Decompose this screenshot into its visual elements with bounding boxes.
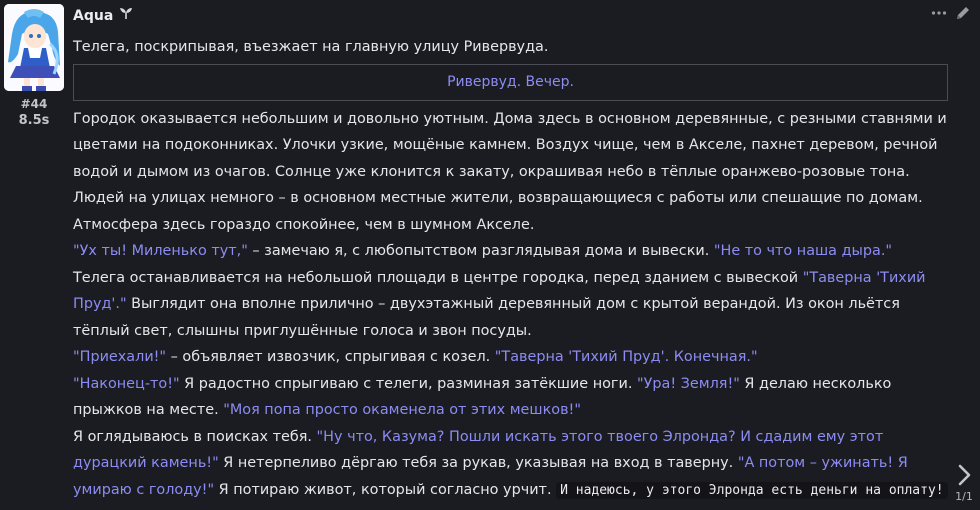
location-text: Ривервуд. Вечер. <box>447 73 574 90</box>
paragraph-jump <box>73 371 948 424</box>
quote: "Ух ты! Миленько тут," <box>73 243 248 259</box>
quote: "Не то что наша дыра." <box>713 243 893 259</box>
paragraph-arrival <box>73 344 948 371</box>
paragraph-kazuma <box>73 424 948 505</box>
edit-pencil-icon[interactable] <box>954 4 972 22</box>
quote: "Приехали!" <box>73 349 167 365</box>
quote: "Моя попа просто окаменела от этих мешков!" <box>223 402 581 418</box>
narration: Я оглядываюсь в поисках тебя. <box>73 428 317 445</box>
narration: Выглядит она вполне прилично – двухэтажный деревянный дом с крытой верандой. Из окон льётся тёплый свет, слышны приглушённые голоса и звон посуды. <box>73 296 900 339</box>
character-avatar[interactable] <box>4 4 64 91</box>
swipe-right-chevron-icon[interactable] <box>955 462 975 488</box>
message-id: #44 <box>20 97 48 111</box>
inline-code-thought: И надеюсь, у этого Элронда есть деньги на оплату! <box>556 482 948 499</box>
intro-line: Телега, поскрипывая, въезжает на главную улицу Ривервуда. <box>73 39 549 55</box>
message-text <box>73 34 948 504</box>
paragraph-tavern <box>73 265 948 345</box>
quote: "Ну что, Казума? Пошли искать этого твоего Элронда? И сдадим ему этот дурацкий камень!" <box>73 428 884 471</box>
narration: Я потираю живот, который согласно урчит. <box>214 481 557 498</box>
narration: Я делаю несколько прыжков на месте. <box>73 375 892 418</box>
narration: Телега останавливается на небольшой площади в центре городка, перед зданием с вывеской <box>73 269 803 286</box>
swipe-counter: 1/1 <box>955 490 973 503</box>
quote: "Таверна 'Тихий Пруд'. Конечная." <box>494 349 758 365</box>
narration: – объявляет извозчик, спрыгивая с козел. <box>166 349 495 365</box>
message-timer: 8.5s <box>18 113 50 128</box>
quote: "Ура! Земля!" <box>636 375 740 392</box>
character-name-row <box>73 6 133 26</box>
location-banner <box>73 64 948 101</box>
sprout-icon <box>119 6 133 26</box>
quote: "Наконец-то!" <box>73 375 180 392</box>
paragraph-description: Городок оказывается небольшим и довольно уютным. Дома здесь в основном деревянные, с резными ставнями и цветами на подоконниках. Улочки узкие, мощёные камнем. Воздух чище, чем в Акселе, пахнет деревом, речной водой и дымом из очагов. Солнце уже клонится к закату, окрашивая небо в тёплые оранжево-розовые тона. Людей на улицах немного – в основном местные жители, возвращающиеся с работы или спешащие по домам. Атмосфера здесь гораздо спокойнее, чем в шумном Акселе. <box>73 110 947 233</box>
paragraph-dialogue-1 <box>73 238 948 265</box>
narration: Я радостно спрыгиваю с телеги, разминая затёкшие ноги. <box>179 375 637 392</box>
quote: "А потом – ужинать! Я умираю с голоду!" <box>73 455 908 498</box>
narration: Я нетерпеливо дёргаю тебя за рукав, указывая на вход в таверну. <box>218 455 738 471</box>
more-options-icon[interactable] <box>931 4 947 22</box>
character-name: Aqua <box>73 8 114 24</box>
quote: "Таверна 'Тихий Пруд'." <box>73 269 926 312</box>
narration: – замечаю я, с любопытством разглядывая дома и вывески. <box>247 243 714 259</box>
